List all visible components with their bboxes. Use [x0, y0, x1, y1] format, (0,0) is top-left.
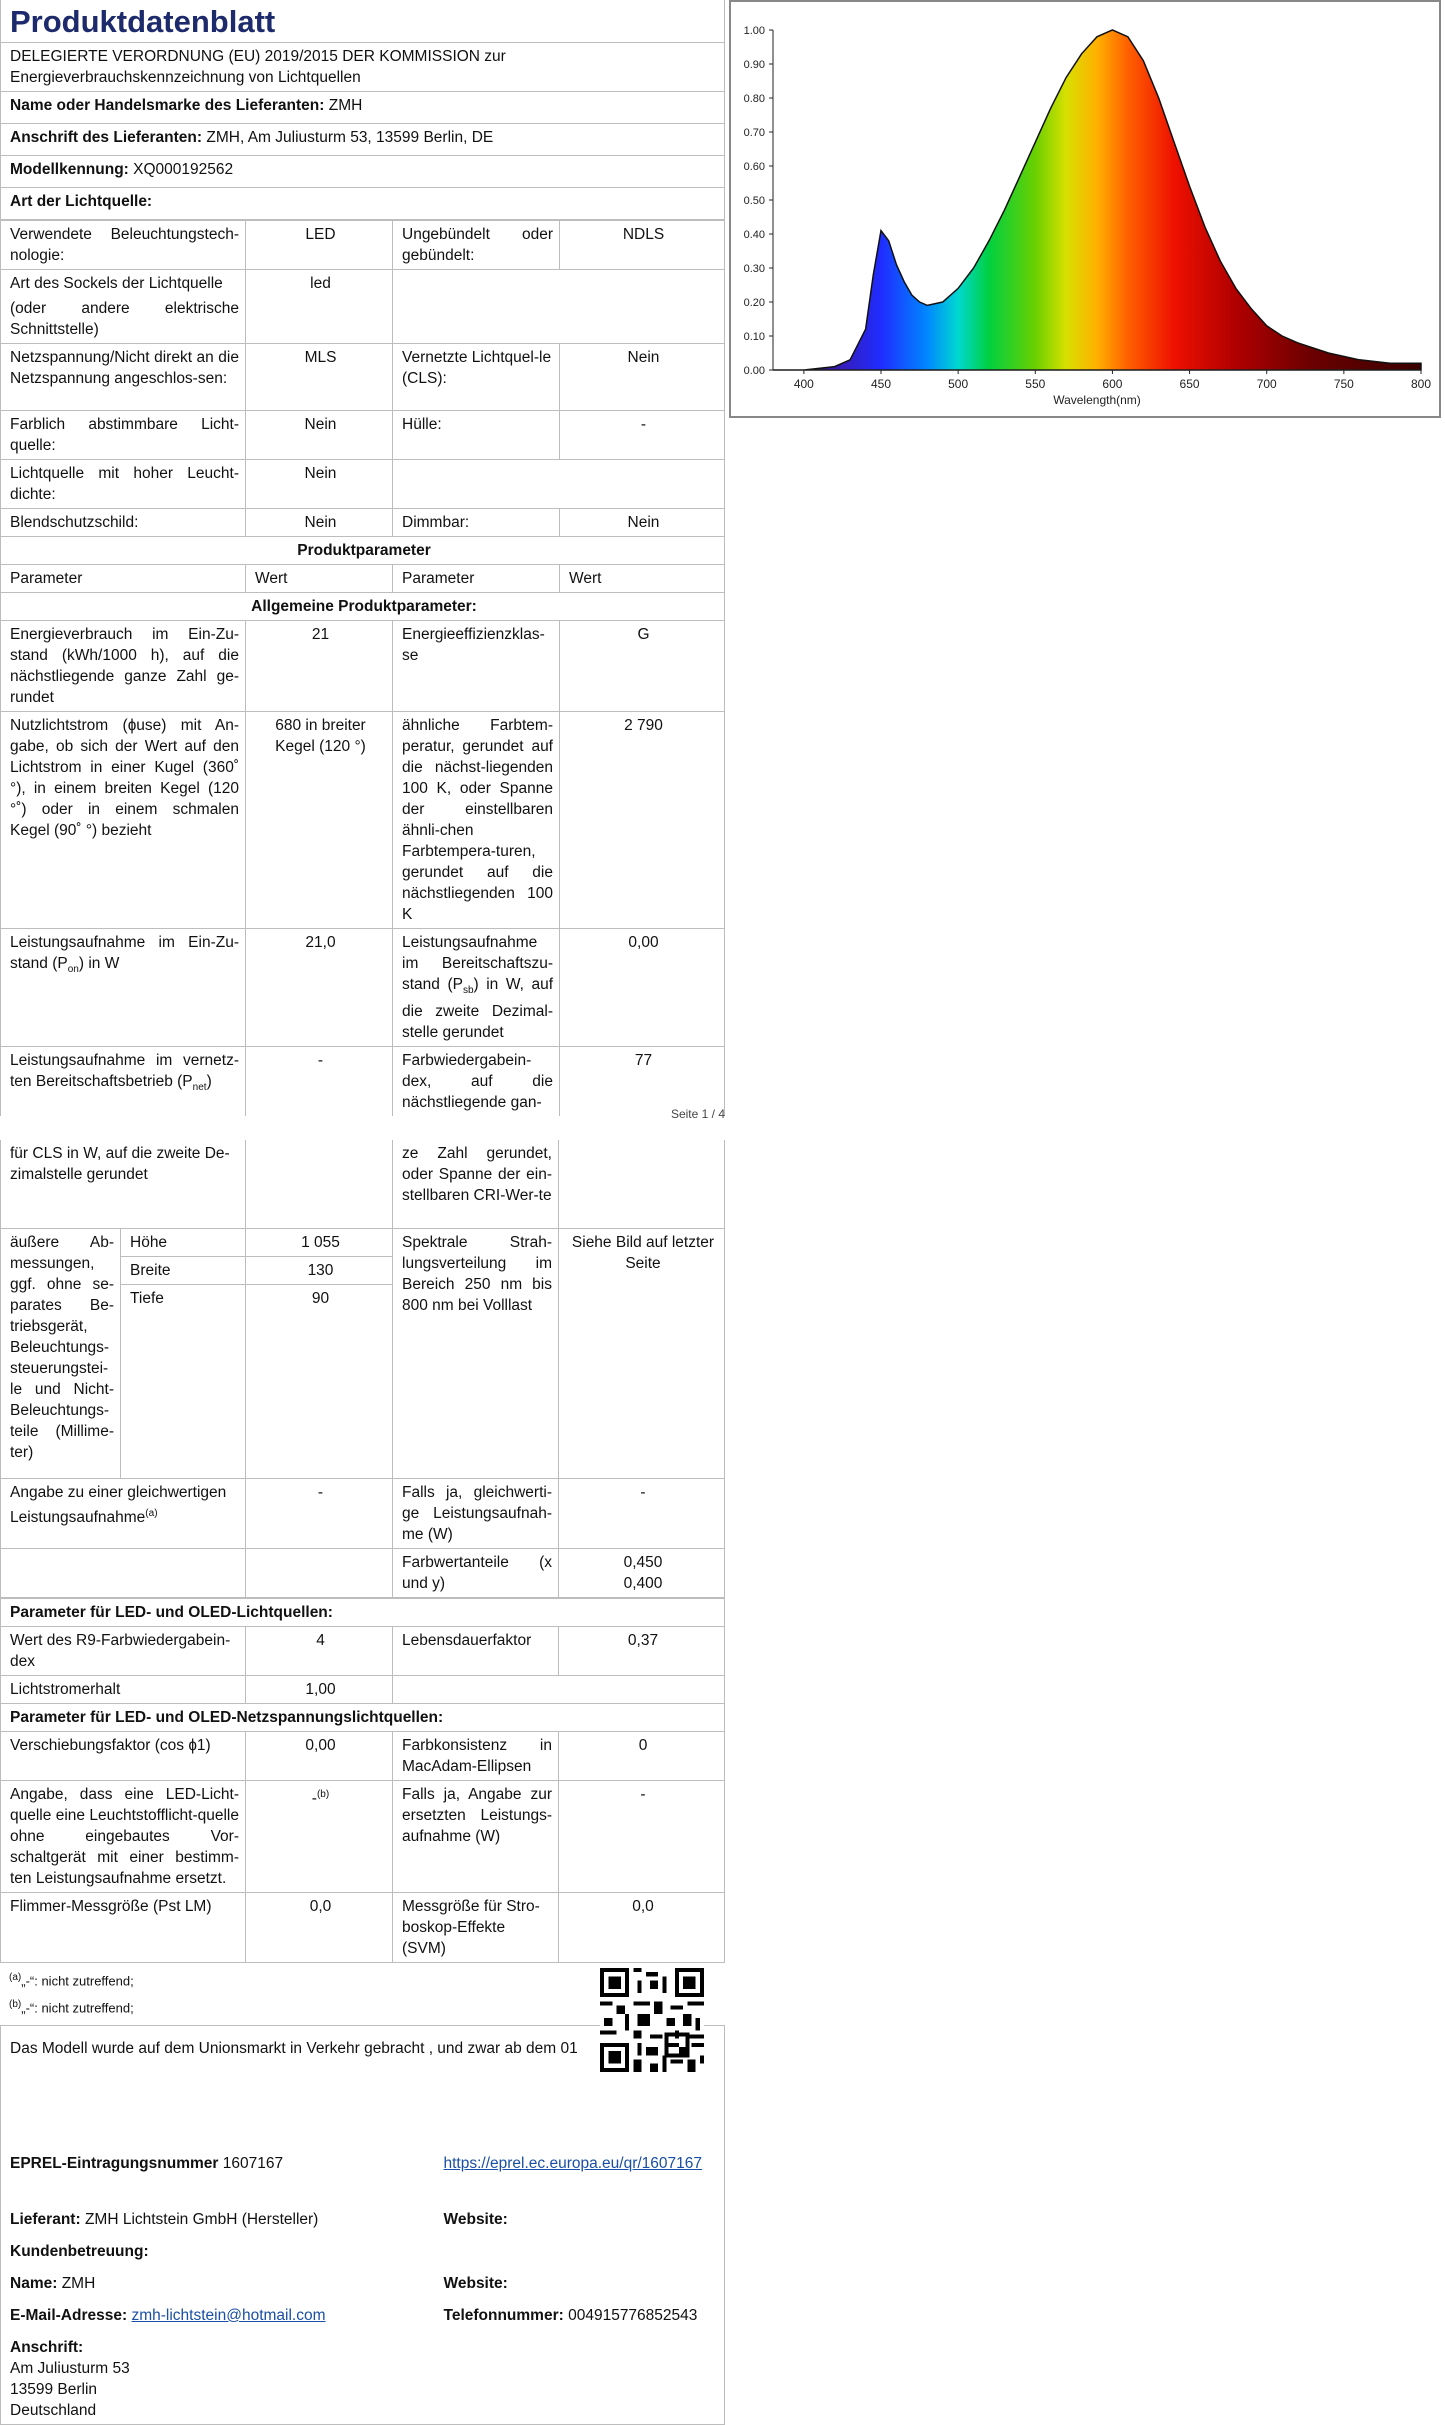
chroma-label: Farbwertanteile (x und y) [393, 1548, 559, 1597]
life-value: 0,37 [559, 1626, 725, 1675]
col-param-1: Parameter [1, 565, 246, 593]
eprel-link[interactable]: https://eprel.ec.europa.eu/qr/1607167 [443, 2154, 703, 2172]
macadam-label: Farbkonsistenz in MacAdam-Ellipsen [393, 1731, 559, 1780]
y-tick-label: 0.90 [743, 59, 765, 71]
tunable-label: Farblich abstimmbare Licht-quelle: [1, 411, 246, 460]
ifyes-value: - [559, 1478, 725, 1548]
svm-value: 0,0 [559, 1892, 725, 1962]
dimmable-value: Nein [560, 509, 725, 537]
highlum-value: Nein [246, 460, 393, 509]
x-tick-label: 600 [1102, 377, 1123, 391]
website-label: Website: [435, 2206, 725, 2238]
r9-label: Wert des R9-Farbwiedergabein-dex [1, 1626, 246, 1675]
envelope-value: - [560, 411, 725, 460]
maint-label: Lichtstromerhalt [1, 1675, 246, 1703]
y-tick-label: 1.00 [743, 25, 765, 37]
led-heading: Parameter für LED- und OLED-Lichtquellen: [1, 1598, 725, 1626]
general-heading: Allgemeine Produktparameter: [1, 593, 725, 621]
footnote-a: $^{(a)}$„-“: nicht zutreffend; [9, 1971, 134, 1988]
market-text: Das Modell wurde auf dem Unionsmarkt in Verkehr gebracht , und zwar ab dem 01 [1, 2026, 725, 2150]
depth-value: 90 [246, 1284, 393, 1478]
address-row: Anschrift des Lieferanten: ZMH, Am Juliusturm 53, 13599 Berlin, DE [1, 124, 725, 156]
flux-label: Nutzlichtstrom (ɸuse) mit An-gabe, ob sich der Wert auf den Lichtstrom in einer Kugel (360˚ °), in einem breiten Kegel (120 °˚) oder in einem schmalen Kegel (90˚ °) bezieht [1, 712, 246, 929]
page-break [0, 1116, 725, 1140]
service-label: Kundenbetreuung: [1, 2238, 435, 2270]
psb-label: Leistungsaufnahme im Bereitschaftszu-stand $(P_{sb})$ in W, auf die zweite Dezimal-stelle gerundet [393, 929, 560, 1047]
psb-value: 0,00 [560, 929, 725, 1047]
led-table [0, 1598, 725, 1963]
pon-value: 21,0 [246, 929, 393, 1047]
x-tick-label: 550 [1025, 377, 1046, 391]
replace-value: -$^{(b)}$ [246, 1780, 393, 1892]
socket-label: Art des Sockels der Lichtquelle (oder andere elektrische Schnittstelle) [1, 270, 246, 344]
email-row: E-Mail-Adresse: zmh-lichtstein@hotmail.com [1, 2302, 435, 2334]
qr-code-icon [600, 1968, 704, 2072]
y-tick-label: 0.70 [743, 127, 765, 139]
equiv-value: - [246, 1478, 393, 1548]
x-tick-label: 400 [793, 377, 814, 391]
params-heading: Produktparameter [1, 537, 725, 565]
pnet-label-cont: für CLS in W, auf die zweite De-zimalstelle gerundet [1, 1140, 246, 1228]
macadam-value: 0 [559, 1731, 725, 1780]
pnet-label: Leistungsaufnahme im vernetz-ten Bereitschaftsbetrieb $(P_{net})$ [1, 1047, 246, 1117]
ifyes-label: Falls ja, gleichwerti-ge Leistungsaufnah-me (W) [393, 1478, 559, 1548]
spectrum-area [773, 30, 1421, 370]
col-value-1: Wert [246, 565, 393, 593]
mains-led-heading: Parameter für LED- und OLED-Netzspannungslichtquellen: [1, 1703, 725, 1731]
life-label: Lebensdauerfaktor [393, 1626, 559, 1675]
dimmable-label: Dimmbar: [393, 509, 560, 537]
name-row: Name: ZMH [1, 2270, 435, 2302]
footnote-b: $^{(b)}$„-“: nicht zutreffend; [9, 1998, 134, 2016]
cls-value: Nein [560, 344, 725, 411]
x-tick-label: 500 [948, 377, 969, 391]
supplier-row: Name oder Handelsmarke des Lieferanten: ZMH [1, 92, 725, 124]
chroma-value: 0,450 0,400 [559, 1548, 725, 1597]
width-value: 130 [246, 1256, 393, 1284]
glare-label: Blendschutzschild: [1, 509, 246, 537]
x-tick-label: 650 [1179, 377, 1200, 391]
tunable-value: Nein [246, 411, 393, 460]
width-label: Breite [121, 1256, 246, 1284]
y-tick-label: 0.20 [743, 297, 765, 309]
envelope-label: Hülle: [393, 411, 560, 460]
replace-label: Angabe, dass eine LED-Licht-quelle eine Leuchtstofflicht-quelle ohne eingebautes Vor-schaltgerät mit einer bestimm-ten Leistungsaufnahme ersetzt. [1, 1780, 246, 1892]
mains-value: MLS [246, 344, 393, 411]
replace-yes-label: Falls ja, Angabe zur ersetzten Leistungs-aufnahme (W) [393, 1780, 559, 1892]
y-tick-label: 0.00 [743, 365, 765, 377]
params-table-cont [0, 1140, 725, 1598]
maint-value: 1,00 [246, 1675, 393, 1703]
eprel-row: EPREL-Eintragungsnummer 1607167 [1, 2150, 435, 2206]
y-tick-label: 0.10 [743, 331, 765, 343]
x-tick-label: 450 [870, 377, 892, 391]
spd-label: Spektrale Strah-lungsverteilung im Bereich 250 nm bis 800 nm bei Volllast [393, 1228, 559, 1478]
header-table [0, 0, 725, 220]
tech-value: LED [246, 221, 393, 270]
r9-value: 4 [246, 1626, 393, 1675]
eclass-label: Energieeffizienzklas-se [393, 621, 560, 712]
pon-label: Leistungsaufnahme im Ein-Zu-stand $(P_{on})$ in W [1, 929, 246, 1047]
y-tick-label: 0.30 [743, 263, 765, 275]
eclass-value: G [560, 621, 725, 712]
pnet-value: - [246, 1047, 393, 1117]
flux-value: 680 in breiter Kegel (120 °) [246, 712, 393, 929]
x-tick-label: 700 [1256, 377, 1277, 391]
cct-label: ähnliche Farbtem-peratur, gerundet auf die nächst-liegenden 100 K, oder Spanne der einstellbaren ähnli-chen Farbtempera-turen, gerundet auf die nächstliegenden 100 K [393, 712, 560, 929]
manufacturer-row: Lieferant: ZMH Lichtstein GmbH (Hersteller) [1, 2206, 435, 2238]
cls-label: Vernetzte Lichtquel-le (CLS): [393, 344, 560, 411]
dims-label: äußere Ab-messungen, ggf. ohne se-parates Be-triebsgerät, Beleuchtungs-steuerungstei-le und Nicht-Beleuchtungs-teile (Millime-ter) [1, 1228, 121, 1478]
replace-yes-value: - [559, 1780, 725, 1892]
type-heading: Art der Lichtquelle: [1, 188, 725, 220]
cri-label-cont: ze Zahl gerundet, oder Spanne der ein-stellbaren CRI-Wer-te [393, 1140, 559, 1228]
cri-value: 77 [560, 1047, 725, 1117]
dpf-value: 0,00 [246, 1731, 393, 1780]
y-tick-label: 0.60 [743, 161, 765, 173]
spd-value: Siehe Bild auf letzter Seite [559, 1228, 725, 1478]
x-axis-label: Wavelength(nm) [1053, 393, 1141, 407]
tech-label: Verwendete Beleuchtungstech-nologie: [1, 221, 246, 270]
mains-label: Netzspannung/Nicht direkt an die Netzspannung angeschlos-sen: [1, 344, 246, 411]
email-link[interactable]: zmh-lichtstein@hotmail.com [131, 2306, 326, 2324]
model-row: Modellkennung: XQ000192562 [1, 156, 725, 188]
website2-label: Website: [435, 2270, 725, 2302]
svm-label: Messgröße für Stro-boskop-Effekte (SVM) [393, 1892, 559, 1962]
height-label: Höhe [121, 1228, 246, 1256]
height-value: 1 055 [246, 1228, 393, 1256]
bundled-label: Ungebündelt oder gebündelt: [393, 221, 560, 270]
flicker-label: Flimmer-Messgröße (Pst LM) [1, 1892, 246, 1962]
x-tick-label: 800 [1410, 377, 1432, 391]
bundled-value: NDLS [560, 221, 725, 270]
y-tick-label: 0.50 [743, 195, 765, 207]
cct-value: 2 790 [560, 712, 725, 929]
glare-value: Nein [246, 509, 393, 537]
col-value-2: Wert [560, 565, 725, 593]
dpf-label: Verschiebungsfaktor (cos ɸ1) [1, 1731, 246, 1780]
market-table [0, 2025, 725, 2425]
lighttype-table [0, 220, 725, 1116]
depth-label: Tiefe [121, 1284, 246, 1478]
spectrum-svg [731, 2, 1439, 416]
spectrum-chart [729, 0, 1441, 418]
y-tick-label: 0.40 [743, 229, 765, 241]
cri-label: Farbwiedergabein-dex, auf die nächstliegende gan- [393, 1047, 560, 1117]
energy-value: 21 [246, 621, 393, 712]
socket-value: led [246, 270, 393, 344]
equiv-label: Angabe zu einer gleichwertigen Leistungsaufnahme$^{(a)}$ [1, 1478, 246, 1548]
col-param-2: Parameter [393, 565, 560, 593]
phone-row: Telefonnummer: 004915776852543 [435, 2302, 725, 2334]
address-block: Anschrift: Am Juliusturm 53 13599 Berlin Deutschland [1, 2334, 435, 2425]
page-number: Seite 1 / 4 [670, 1107, 725, 1121]
regulation-text: DELEGIERTE VERORDNUNG (EU) 2019/2015 DER KOMMISSION zur Energieverbrauchskennzeichnung von Lichtquellen [1, 43, 725, 92]
y-tick-label: 0.80 [743, 93, 765, 105]
energy-label: Energieverbrauch im Ein-Zu-stand (kWh/1000 h), auf die nächstliegende ganze Zahl ge-rundet [1, 621, 246, 712]
x-tick-label: 750 [1333, 377, 1354, 391]
highlum-label: Lichtquelle mit hoher Leucht-dichte: [1, 460, 246, 509]
flicker-value: 0,0 [246, 1892, 393, 1962]
page-title: Produktdatenblatt [10, 4, 276, 39]
